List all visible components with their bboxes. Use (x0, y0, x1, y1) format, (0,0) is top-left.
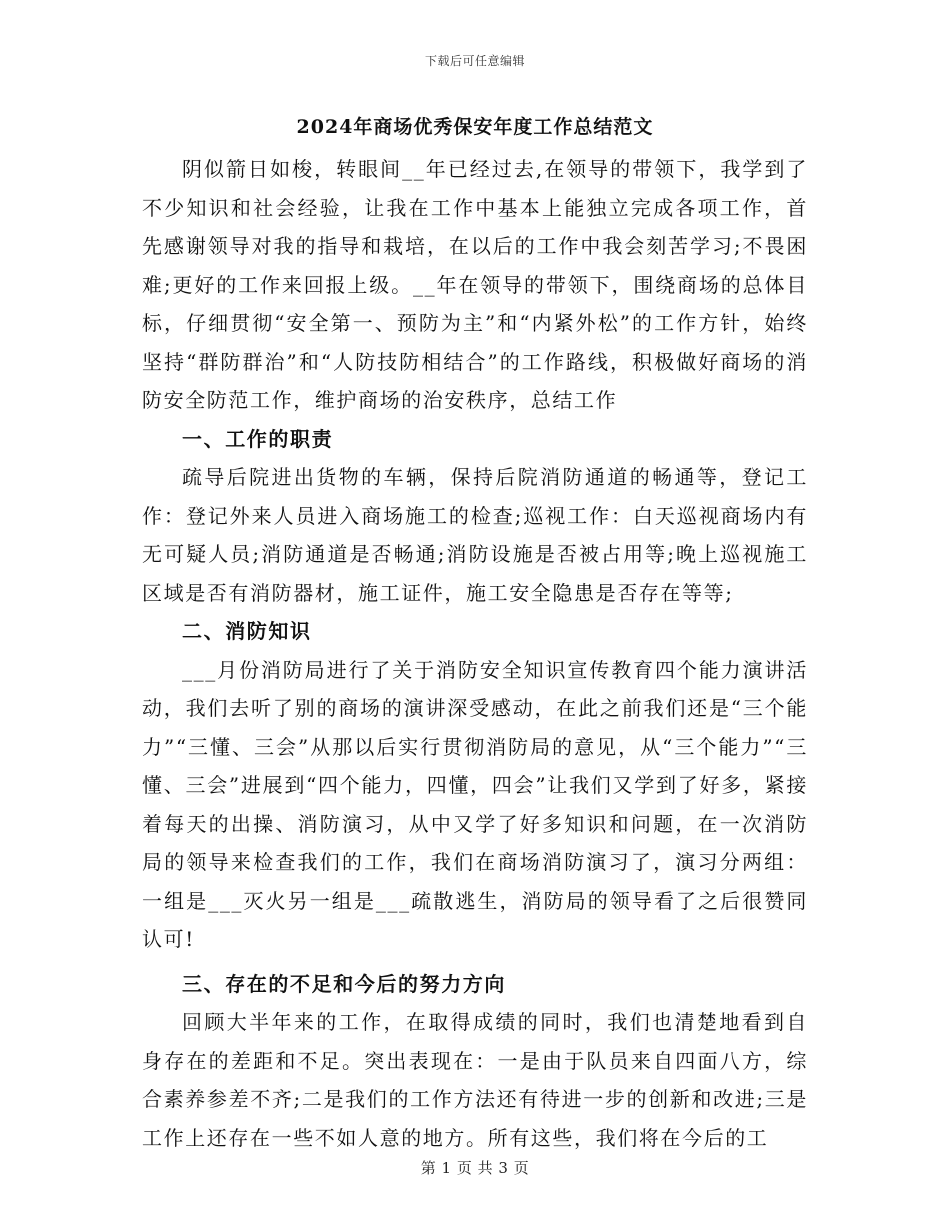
section-body-shortcomings: 回顾大半年来的工作，在取得成绩的同时，我们也清楚地看到自身存在的差距和不足。突出表现在：一是由于队员来自四面八方，综合素养参差不齐;二是我们的工作方法还有待进一步的创新和改进;三是工作上还存在一些不如人意的地方。所有这些，我们将在今后的工 (142, 1010, 808, 1150)
intro-paragraph: 阴似箭日如梭，转眼间__年已经过去,在领导的带领下，我学到了不少知识和社会经验，让我在工作中基本上能独立完成各项工作，首先感谢领导对我的指导和栽培，在以后的工作中我会刻苦学习;不畏困难;更好的工作来回报上级。__年在领导的带领下，围绕商场的总体目标，仔细贯彻“安全第一、预防为主”和“内紧外松”的工作方针，始终坚持“群防群治”和“人防技防相结合”的工作路线，积极做好商场的消防安全防范工作，维护商场的治安秩序，总结工作 (142, 157, 808, 412)
page-number: 第 1 页 共 3 页 (420, 1159, 530, 1177)
section-heading-shortcomings: 三、存在的不足和今后的努力方向 (182, 971, 506, 996)
document-title: 2024年商场优秀保安年度工作总结范文 (296, 116, 654, 138)
document-body (142, 110, 808, 1157)
header-note: 下载后可任意编辑 (424, 54, 525, 68)
section-body-duties: 疏导后院进出货物的车辆，保持后院消防通道的畅通等，登记工作：登记外来人员进入商场施工的检查;巡视工作：白天巡视商场内有无可疑人员;消防通道是否畅通;消防设施是否被占用等;晚上巡视施工区域是否有消防器材，施工证件，施工安全隐患是否存在等等; (142, 465, 808, 605)
section-body-fire-knowledge: ___月份消防局进行了关于消防安全知识宣传教育四个能力演讲活动，我们去听了别的商场的演讲深受感动，在此之前我们还是“三个能力”“三懂、三会”从那以后实行贯彻消防局的意见，从“三个能力”“三懂、三会”进展到“四个能力，四懂，四会”让我们又学到了好多，紧接着每天的出操、消防演习，从中又学了好多知识和问题，在一次消防局的领导来检查我们的工作，我们在商场消防演习了，演习分两组：一组是___灭火另一组是___疏散逃生，消防局的领导看了之后很赞同认可! (142, 657, 808, 951)
section-heading-fire-knowledge: 二、消防知识 (182, 619, 312, 643)
section-heading-duties: 一、工作的职责 (182, 426, 334, 451)
